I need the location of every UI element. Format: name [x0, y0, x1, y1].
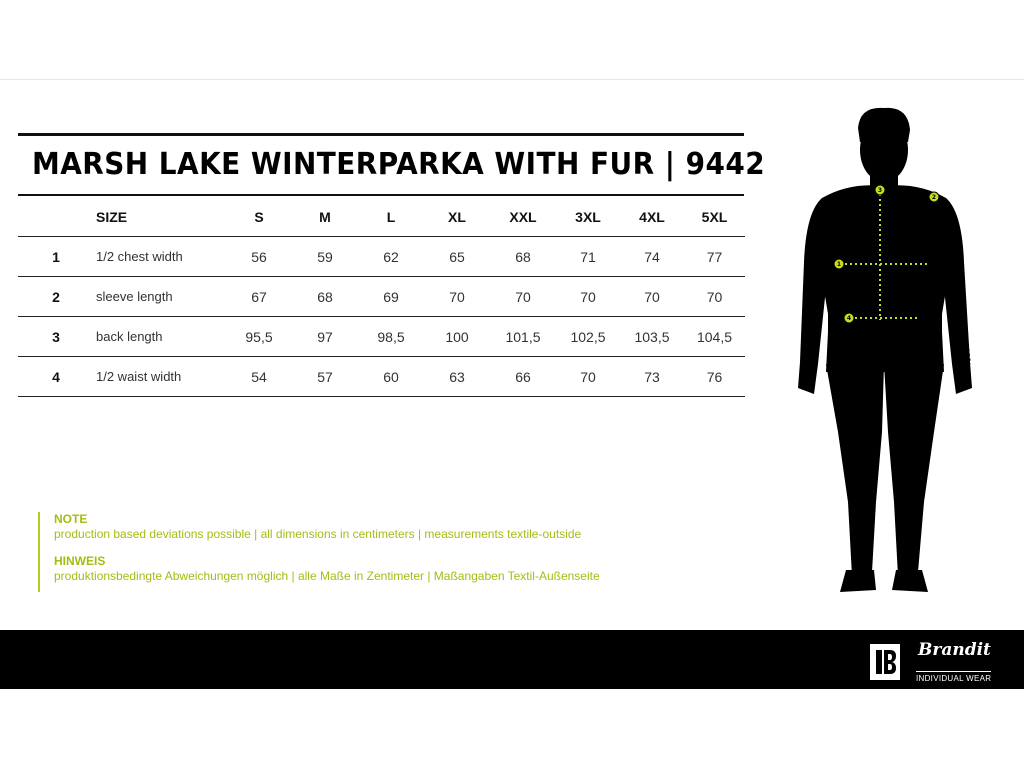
- brand-name: Brandit: [918, 640, 991, 660]
- table-cell: 67: [226, 277, 292, 317]
- table-cell: 70: [684, 277, 745, 317]
- table-cell: 76: [684, 357, 745, 397]
- header-size-xxl: XXL: [490, 197, 556, 237]
- table-cell: 102,5: [556, 317, 620, 357]
- table-row: [18, 357, 745, 397]
- table-cell: 95,5: [226, 317, 292, 357]
- row-label: sleeve length: [94, 277, 226, 317]
- table-cell: 54: [226, 357, 292, 397]
- table-cell: 70: [556, 277, 620, 317]
- body-silhouette-icon: [792, 102, 982, 602]
- table-row: [18, 237, 745, 277]
- note-section: [54, 512, 600, 596]
- header-num-cell: [18, 197, 94, 237]
- note-heading: NOTE: [54, 512, 88, 526]
- table-cell: 70: [620, 277, 684, 317]
- table-cell: 60: [358, 357, 424, 397]
- table-cell: 59: [292, 237, 358, 277]
- header-size-l: L: [358, 197, 424, 237]
- title-rule-top: [18, 133, 744, 136]
- table-cell: 70: [490, 277, 556, 317]
- header-size-s: S: [226, 197, 292, 237]
- note-accent-bar: [38, 512, 40, 592]
- table-cell: 68: [490, 237, 556, 277]
- marker-2: 2: [931, 194, 937, 201]
- row-label: back length: [94, 317, 226, 357]
- table-cell: 65: [424, 237, 490, 277]
- table-row: [18, 277, 745, 317]
- header-size-5xl: 5XL: [684, 197, 745, 237]
- title-rule-bottom: [18, 194, 744, 196]
- header-size-m: M: [292, 197, 358, 237]
- table-cell: 98,5: [358, 317, 424, 357]
- marker-3: 3: [877, 187, 883, 194]
- row-label: 1/2 chest width: [94, 237, 226, 277]
- table-cell: 70: [556, 357, 620, 397]
- table-cell: 70: [424, 277, 490, 317]
- table-row: [18, 317, 745, 357]
- table-cell: 66: [490, 357, 556, 397]
- table-cell: 73: [620, 357, 684, 397]
- table-cell: 62: [358, 237, 424, 277]
- table-cell: 57: [292, 357, 358, 397]
- header-size-label: SIZE: [94, 197, 226, 237]
- table-cell: 63: [424, 357, 490, 397]
- row-number: 2: [18, 277, 94, 317]
- table-cell: 77: [684, 237, 745, 277]
- hinweis-text: produktionsbedingte Abweichungen möglich | alle Maße in Zentimeter | Maßangaben Textil-Außenseite: [54, 569, 600, 583]
- table-cell: 97: [292, 317, 358, 357]
- table-cell: 71: [556, 237, 620, 277]
- hinweis-heading: HINWEIS: [54, 554, 106, 568]
- brand-tagline: INDIVIDUAL WEAR: [916, 671, 991, 683]
- table-cell: 74: [620, 237, 684, 277]
- table-cell: 69: [358, 277, 424, 317]
- table-cell: 101,5: [490, 317, 556, 357]
- top-divider: [0, 79, 1024, 80]
- header-size-3xl: 3XL: [556, 197, 620, 237]
- page-title: MARSH LAKE WINTERPARKA WITH FUR | 9442: [32, 147, 766, 182]
- table-header-row: [18, 197, 745, 237]
- marker-1: 1: [836, 261, 842, 268]
- measurement-figure: [792, 102, 982, 602]
- brandit-logo-icon: [870, 644, 900, 680]
- row-number: 1: [18, 237, 94, 277]
- note-text: production based deviations possible | all dimensions in centimeters | measurements textile-outside: [54, 527, 582, 541]
- size-table: [18, 197, 745, 397]
- table-cell: 100: [424, 317, 490, 357]
- row-number: 4: [18, 357, 94, 397]
- marker-4: 4: [846, 315, 852, 322]
- row-number: 3: [18, 317, 94, 357]
- table-cell: 68: [292, 277, 358, 317]
- header-size-xl: XL: [424, 197, 490, 237]
- table-cell: 104,5: [684, 317, 745, 357]
- table-cell: 103,5: [620, 317, 684, 357]
- table-cell: 56: [226, 237, 292, 277]
- row-label: 1/2 waist width: [94, 357, 226, 397]
- header-size-4xl: 4XL: [620, 197, 684, 237]
